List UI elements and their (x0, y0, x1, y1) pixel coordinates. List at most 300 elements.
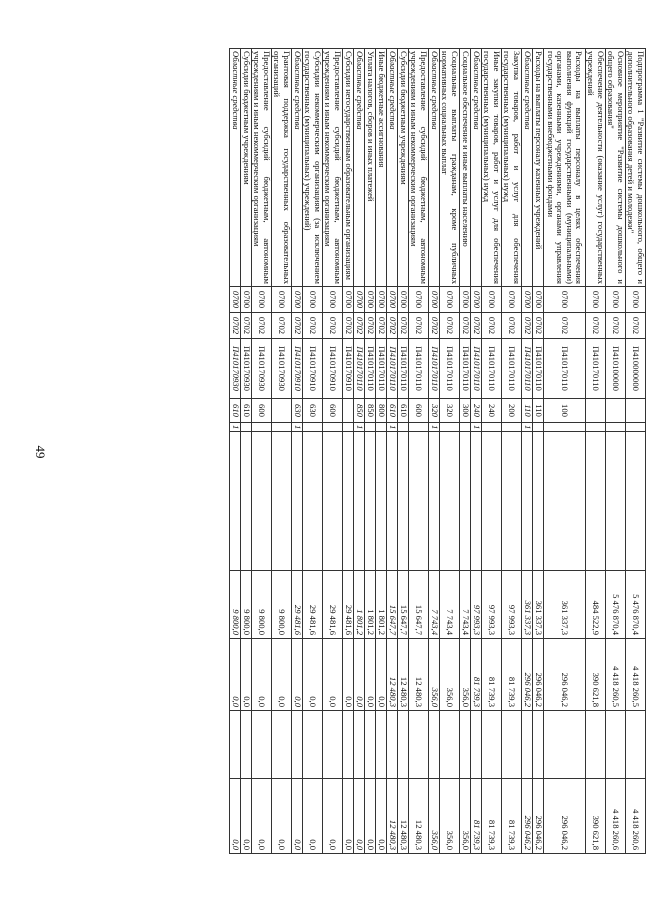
row-source-mark (376, 423, 387, 432)
row-empty-cell (471, 711, 482, 779)
row-empty-cell (606, 711, 626, 779)
row-empty-cell (323, 711, 343, 779)
row-source-mark: 1 (471, 423, 482, 432)
row-amount-1: 7 743,4 (460, 571, 471, 639)
row-subsection-code: 0702 (440, 313, 460, 339)
row-amount-3: 4 418 260,6 (626, 779, 646, 854)
row-amount-2: 0,0 (323, 639, 343, 711)
row-empty-cell (398, 432, 409, 571)
row-section-code: 0700 (292, 287, 303, 313)
row-name: Иные бюджетные ассигнования (376, 49, 387, 287)
row-amount-2: 12 480,3 (398, 639, 409, 711)
row-empty-cell (440, 432, 460, 571)
row-expense-type-code: 320 (440, 399, 460, 423)
row-source-mark (365, 423, 376, 432)
table-row (522, 49, 533, 854)
row-amount-2: 0,0 (354, 639, 365, 711)
row-amount-2: 296 046,2 (544, 639, 586, 711)
row-amount-2: 0,0 (343, 639, 354, 711)
row-subsection-code: 0702 (354, 313, 365, 339)
row-section-code: 0700 (252, 287, 272, 313)
row-subsection-code: 0702 (606, 313, 626, 339)
row-expense-type-code: 110 (522, 399, 533, 423)
row-target-item-code: П410170110 (354, 339, 365, 399)
table-row (323, 49, 343, 854)
row-empty-cell (241, 711, 252, 779)
row-source-mark (252, 423, 272, 432)
row-amount-3: 0,0 (292, 779, 303, 854)
row-amount-3: 0,0 (354, 779, 365, 854)
table-row (365, 49, 376, 854)
row-section-code: 0700 (272, 287, 292, 313)
row-empty-cell (230, 711, 241, 779)
row-amount-2: 0,0 (252, 639, 272, 711)
row-empty-cell (241, 432, 252, 571)
row-target-item-code: П410170110 (544, 339, 586, 399)
row-amount-1: 15 647,7 (398, 571, 409, 639)
row-target-item-code: П410170910 (303, 339, 323, 399)
row-subsection-code: 0702 (502, 313, 522, 339)
row-amount-3: 12 480,3 (387, 779, 398, 854)
row-name: Областные средства (354, 49, 365, 287)
row-amount-3: 296 046,2 (522, 779, 533, 854)
row-empty-cell (522, 711, 533, 779)
row-section-code: 0700 (502, 287, 522, 313)
row-amount-1: 361 337,3 (533, 571, 544, 639)
row-empty-cell (354, 432, 365, 571)
row-amount-3: 0,0 (376, 779, 387, 854)
row-amount-1: 361 337,3 (544, 571, 586, 639)
row-amount-3: 0,0 (343, 779, 354, 854)
row-target-item-code: П410000000 (626, 339, 646, 399)
row-empty-cell (292, 432, 303, 571)
row-source-mark (586, 423, 606, 432)
row-empty-cell (626, 432, 646, 571)
row-empty-cell (502, 432, 522, 571)
row-empty-cell (482, 432, 502, 571)
row-empty-cell (533, 432, 544, 571)
row-empty-cell (376, 432, 387, 571)
row-amount-3: 0,0 (303, 779, 323, 854)
row-subsection-code: 0702 (252, 313, 272, 339)
row-amount-2: 356,0 (429, 639, 440, 711)
row-target-item-code: П410170910 (292, 339, 303, 399)
row-empty-cell (387, 711, 398, 779)
row-amount-1: 484 522,9 (586, 571, 606, 639)
row-section-code: 0700 (471, 287, 482, 313)
row-section-code: 0700 (387, 287, 398, 313)
row-target-item-code: П410170910 (343, 339, 354, 399)
row-source-mark: 1 (522, 423, 533, 432)
row-amount-1: 361 337,3 (522, 571, 533, 639)
row-amount-3: 356,0 (429, 779, 440, 854)
row-target-item-code: П410170110 (460, 339, 471, 399)
row-section-code: 0700 (586, 287, 606, 313)
row-subsection-code: 0702 (429, 313, 440, 339)
row-amount-1: 29 481,6 (323, 571, 343, 639)
row-amount-3: 0,0 (230, 779, 241, 854)
table-row (354, 49, 365, 854)
row-subsection-code: 0702 (586, 313, 606, 339)
table-row (343, 49, 354, 854)
row-target-item-code: П410170110 (471, 339, 482, 399)
table-row (586, 49, 606, 854)
row-amount-1: 9 800,0 (252, 571, 272, 639)
row-name: Подпрограмма 1 "Развитие системы дошкольного, общего и дополнительного образования детей и молодежи" (626, 49, 646, 287)
row-expense-type-code: 610 (230, 399, 241, 423)
row-name: Областные средства (471, 49, 482, 287)
row-subsection-code: 0702 (365, 313, 376, 339)
budget-table (229, 48, 646, 854)
row-amount-1: 7 743,4 (440, 571, 460, 639)
row-empty-cell (323, 432, 343, 571)
row-section-code: 0700 (533, 287, 544, 313)
row-expense-type-code: 610 (387, 399, 398, 423)
row-subsection-code: 0702 (376, 313, 387, 339)
row-expense-type-code: 850 (354, 399, 365, 423)
row-amount-1: 15 647,7 (387, 571, 398, 639)
row-source-mark: 1 (230, 423, 241, 432)
row-name: Областные средства (230, 49, 241, 287)
row-name: Предоставление субсидий бюджетным, автономным учреждениям и иным некоммерческим организациям (252, 49, 272, 287)
row-source-mark (544, 423, 586, 432)
table-row (241, 49, 252, 854)
table-row (626, 49, 646, 854)
row-target-item-code: П410170110 (398, 339, 409, 399)
row-section-code: 0700 (365, 287, 376, 313)
row-amount-2: 0,0 (376, 639, 387, 711)
row-amount-1: 9 800,0 (230, 571, 241, 639)
row-amount-3: 81 739,3 (482, 779, 502, 854)
row-target-item-code: П410170110 (429, 339, 440, 399)
page-number: 49 (33, 445, 48, 459)
row-section-code: 0700 (626, 287, 646, 313)
row-amount-3: 4 418 260,6 (606, 779, 626, 854)
row-amount-3: 356,0 (460, 779, 471, 854)
row-section-code: 0700 (354, 287, 365, 313)
row-amount-1: 1 801,2 (354, 571, 365, 639)
row-amount-2: 12 480,3 (387, 639, 398, 711)
row-source-mark (398, 423, 409, 432)
table-row (471, 49, 482, 854)
row-name: Областные средства (522, 49, 533, 287)
row-subsection-code: 0702 (398, 313, 409, 339)
row-amount-1: 1 801,2 (376, 571, 387, 639)
row-empty-cell (502, 711, 522, 779)
row-amount-3: 0,0 (365, 779, 376, 854)
row-empty-cell (409, 432, 429, 571)
table-row (230, 49, 241, 854)
row-source-mark (409, 423, 429, 432)
row-expense-type-code (586, 399, 606, 423)
row-source-mark (303, 423, 323, 432)
row-expense-type-code: 200 (502, 399, 522, 423)
row-empty-cell (354, 711, 365, 779)
row-expense-type-code: 240 (471, 399, 482, 423)
table-row (440, 49, 460, 854)
row-subsection-code: 0702 (387, 313, 398, 339)
row-amount-2: 356,0 (440, 639, 460, 711)
row-expense-type-code: 850 (365, 399, 376, 423)
table-row (387, 49, 398, 854)
row-expense-type-code: 110 (533, 399, 544, 423)
row-amount-1: 97 993,3 (471, 571, 482, 639)
row-section-code: 0700 (323, 287, 343, 313)
row-source-mark (272, 423, 292, 432)
row-section-code: 0700 (460, 287, 471, 313)
row-empty-cell (272, 711, 292, 779)
row-empty-cell (303, 432, 323, 571)
row-expense-type-code: 610 (398, 399, 409, 423)
row-empty-cell (272, 432, 292, 571)
row-amount-2: 4 418 260,5 (606, 639, 626, 711)
table-row (409, 49, 429, 854)
row-target-item-code: П410170930 (252, 339, 272, 399)
row-amount-2: 0,0 (241, 639, 252, 711)
row-empty-cell (471, 432, 482, 571)
row-amount-2: 12 480,3 (409, 639, 429, 711)
row-empty-cell (626, 711, 646, 779)
row-name: Расходы на выплаты персоналу казенных учреждений (533, 49, 544, 287)
table-row (303, 49, 323, 854)
row-empty-cell (343, 711, 354, 779)
row-empty-cell (460, 711, 471, 779)
row-section-code: 0700 (409, 287, 429, 313)
row-source-mark (502, 423, 522, 432)
row-amount-1: 29 481,6 (343, 571, 354, 639)
table-row (292, 49, 303, 854)
table-row (502, 49, 522, 854)
row-name: Областные средства (292, 49, 303, 287)
table-row (376, 49, 387, 854)
row-target-item-code: П410170110 (482, 339, 502, 399)
row-name: Уплата налогов, сборов и иных платежей (365, 49, 376, 287)
row-amount-1: 9 800,0 (241, 571, 252, 639)
row-empty-cell (409, 711, 429, 779)
row-subsection-code: 0702 (471, 313, 482, 339)
row-section-code: 0700 (343, 287, 354, 313)
row-amount-2: 0,0 (365, 639, 376, 711)
row-empty-cell (533, 711, 544, 779)
row-section-code: 0700 (398, 287, 409, 313)
table-row (272, 49, 292, 854)
row-amount-3: 0,0 (323, 779, 343, 854)
row-source-mark: 1 (387, 423, 398, 432)
table-row (460, 49, 471, 854)
row-name: Социальное обеспечение и иные выплаты населению (460, 49, 471, 287)
row-name: Предоставление субсидий бюджетным, автономным учреждениям и иным некоммерческим организациям (409, 49, 429, 287)
row-subsection-code: 0702 (460, 313, 471, 339)
row-amount-2: 4 418 260,5 (626, 639, 646, 711)
row-amount-2: 81 739,3 (502, 639, 522, 711)
row-name: Грантовая поддержка государственных образовательных организаций (272, 49, 292, 287)
row-amount-2: 81 739,3 (471, 639, 482, 711)
row-amount-3: 0,0 (272, 779, 292, 854)
row-empty-cell (544, 432, 586, 571)
row-empty-cell (387, 432, 398, 571)
row-empty-cell (460, 432, 471, 571)
row-section-code: 0700 (440, 287, 460, 313)
row-section-code: 0700 (241, 287, 252, 313)
row-empty-cell (292, 711, 303, 779)
row-target-item-code: П410170930 (230, 339, 241, 399)
row-subsection-code: 0702 (626, 313, 646, 339)
row-amount-3: 12 480,3 (409, 779, 429, 854)
row-amount-1: 97 993,3 (482, 571, 502, 639)
row-empty-cell (365, 711, 376, 779)
row-source-mark (343, 423, 354, 432)
row-amount-2: 0,0 (292, 639, 303, 711)
row-target-item-code: П410170110 (376, 339, 387, 399)
row-empty-cell (544, 711, 586, 779)
row-amount-1: 29 481,6 (303, 571, 323, 639)
row-subsection-code: 0702 (544, 313, 586, 339)
row-target-item-code: П410100000 (606, 339, 626, 399)
row-empty-cell (606, 432, 626, 571)
row-amount-1: 97 993,3 (502, 571, 522, 639)
row-amount-2: 296 046,2 (533, 639, 544, 711)
row-subsection-code: 0702 (241, 313, 252, 339)
row-name: Расходы на выплаты персоналу в целях обеспечения выполнения функций государственными (муниципальными) органами, казенными учреждениями, органами управления государственными внебюджетными фондами (544, 49, 586, 287)
row-expense-type-code: 600 (252, 399, 272, 423)
row-expense-type-code: 240 (482, 399, 502, 423)
row-subsection-code: 0702 (409, 313, 429, 339)
row-target-item-code: П410170930 (272, 339, 292, 399)
row-empty-cell (522, 432, 533, 571)
row-empty-cell (398, 711, 409, 779)
row-amount-3: 81 739,3 (502, 779, 522, 854)
row-target-item-code: П410170910 (323, 339, 343, 399)
row-subsection-code: 0702 (323, 313, 343, 339)
row-subsection-code: 0702 (343, 313, 354, 339)
row-empty-cell (365, 432, 376, 571)
row-amount-3: 296 046,2 (533, 779, 544, 854)
row-amount-3: 81 739,3 (471, 779, 482, 854)
row-amount-2: 390 621,8 (586, 639, 606, 711)
row-name: Субсидии бюджетным учреждениям (241, 49, 252, 287)
row-amount-2: 0,0 (230, 639, 241, 711)
row-amount-3: 390 621,8 (586, 779, 606, 854)
row-name: Субсидии негосударственным образовательным организациям (343, 49, 354, 287)
row-section-code: 0700 (230, 287, 241, 313)
row-amount-1: 7 743,4 (429, 571, 440, 639)
row-amount-3: 0,0 (252, 779, 272, 854)
table-row (398, 49, 409, 854)
row-section-code: 0700 (544, 287, 586, 313)
row-amount-2: 356,0 (460, 639, 471, 711)
row-source-mark (241, 423, 252, 432)
row-amount-2: 296 046,2 (522, 639, 533, 711)
row-name: Основное мероприятие "Развитие системы дошкольного и общего образования" (606, 49, 626, 287)
row-expense-type-code: 630 (303, 399, 323, 423)
row-target-item-code: П410170110 (533, 339, 544, 399)
row-empty-cell (303, 711, 323, 779)
row-expense-type-code (343, 399, 354, 423)
table-row (544, 49, 586, 854)
row-amount-3: 12 480,3 (398, 779, 409, 854)
row-empty-cell (482, 711, 502, 779)
rotated-budget-page (126, 48, 646, 853)
row-amount-1: 29 481,6 (292, 571, 303, 639)
row-source-mark (533, 423, 544, 432)
row-name: Социальные выплаты гражданам, кроме публичных нормативных социальных выплат (440, 49, 460, 287)
row-source-mark: 1 (292, 423, 303, 432)
table-row (252, 49, 272, 854)
row-source-mark (440, 423, 460, 432)
row-section-code: 0700 (482, 287, 502, 313)
row-empty-cell (586, 432, 606, 571)
row-subsection-code: 0702 (230, 313, 241, 339)
row-empty-cell (376, 711, 387, 779)
row-target-item-code: П410170110 (522, 339, 533, 399)
row-subsection-code: 0702 (292, 313, 303, 339)
row-expense-type-code: 320 (429, 399, 440, 423)
row-expense-type-code (272, 399, 292, 423)
row-name: Областные средства (429, 49, 440, 287)
row-section-code: 0700 (376, 287, 387, 313)
row-section-code: 0700 (522, 287, 533, 313)
row-expense-type-code (626, 399, 646, 423)
row-subsection-code: 0702 (482, 313, 502, 339)
row-name: Областные средства (387, 49, 398, 287)
row-empty-cell (252, 432, 272, 571)
row-amount-3: 356,0 (440, 779, 460, 854)
row-empty-cell (252, 711, 272, 779)
row-empty-cell (440, 711, 460, 779)
table-row (429, 49, 440, 854)
row-expense-type-code: 600 (409, 399, 429, 423)
row-name: Субсидии некоммерческим организациям (за исключением государственных (муниципальных) учреждений) (303, 49, 323, 287)
row-amount-1: 5 476 870,4 (626, 571, 646, 639)
row-subsection-code: 0702 (522, 313, 533, 339)
row-target-item-code: П410170110 (586, 339, 606, 399)
row-expense-type-code: 300 (460, 399, 471, 423)
row-name: Закупка товаров, работ и услуг для обеспечения государственных (муниципальных) нужд (502, 49, 522, 287)
row-amount-1: 15 647,7 (409, 571, 429, 639)
row-source-mark (460, 423, 471, 432)
row-source-mark: 1 (354, 423, 365, 432)
row-name: Субсидии бюджетным учреждениям (398, 49, 409, 287)
row-source-mark (482, 423, 502, 432)
row-target-item-code: П410170110 (387, 339, 398, 399)
row-amount-1: 5 476 870,4 (606, 571, 626, 639)
row-amount-2: 81 739,3 (482, 639, 502, 711)
row-target-item-code: П410170110 (440, 339, 460, 399)
row-amount-2: 0,0 (272, 639, 292, 711)
row-amount-1: 1 801,2 (365, 571, 376, 639)
row-target-item-code: П410170110 (502, 339, 522, 399)
row-expense-type-code: 600 (323, 399, 343, 423)
row-source-mark (323, 423, 343, 432)
row-empty-cell (429, 711, 440, 779)
row-empty-cell (586, 711, 606, 779)
row-target-item-code: П410170110 (365, 339, 376, 399)
table-row (606, 49, 626, 854)
row-amount-3: 0,0 (241, 779, 252, 854)
row-target-item-code: П410170110 (409, 339, 429, 399)
row-name: Обеспечение деятельности (оказание услуг) государственных учреждений (586, 49, 606, 287)
row-amount-3: 296 046,2 (544, 779, 586, 854)
row-amount-2: 0,0 (303, 639, 323, 711)
row-empty-cell (429, 432, 440, 571)
row-name: Иные закупки товаров, работ и услуг для обеспечения государственных (муниципальных) нужд (482, 49, 502, 287)
row-expense-type-code: 800 (376, 399, 387, 423)
row-expense-type-code: 630 (292, 399, 303, 423)
row-target-item-code: П410170930 (241, 339, 252, 399)
row-source-mark (606, 423, 626, 432)
row-amount-1: 9 800,0 (272, 571, 292, 639)
row-section-code: 0700 (303, 287, 323, 313)
